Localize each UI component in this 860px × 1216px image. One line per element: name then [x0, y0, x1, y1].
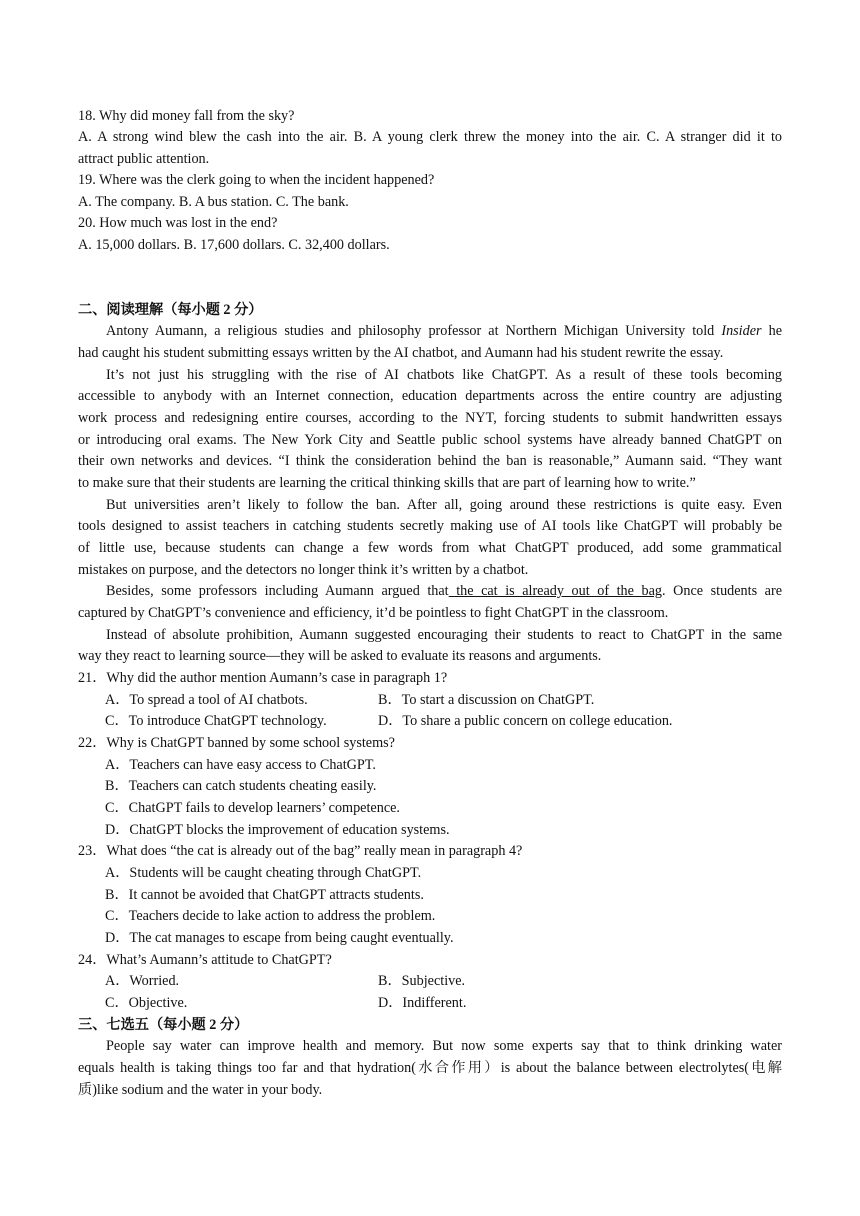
q22-question: 22．Why is ChatGPT banned by some school systems?	[78, 735, 395, 751]
q22-option-a: A．Teachers can have easy access to ChatGPT.	[105, 757, 376, 773]
q23-option-c: C．Teachers decide to lake action to address the problem.	[105, 908, 436, 924]
reading-p2-line: work process and redesigning entire courses, according to the NYT, forcing students to submit handwritten essays	[78, 410, 782, 426]
q21-question: 21．Why did the author mention Aumann’s case in paragraph 1?	[78, 670, 448, 686]
q20-options: A. 15,000 dollars. B. 17,600 dollars. C. 32,400 dollars.	[78, 237, 390, 253]
q24-option-c: C．Objective.	[105, 995, 188, 1011]
q19-question: 19. Where was the clerk going to when the incident happened?	[78, 172, 435, 188]
reading-p2-line: their own networks and devices. “I think the consideration behind the ban is reasonable,” Aumann said. “They want	[78, 453, 782, 469]
reading-p1-text-a: Antony Aumann, a religious studies and philosophy professor at Northern Michigan University told	[106, 323, 722, 339]
reading-p2-line: accessible to anybody with an Internet connection, education departments across the entire country are adjusting	[78, 388, 782, 404]
q20-question: 20. How much was lost in the end?	[78, 215, 278, 231]
reading-heading: 二、阅读理解（每小题 2 分）	[78, 302, 263, 318]
underlined-phrase: the cat is already out of the bag	[448, 583, 662, 599]
q18-question: 18. Why did money fall from the sky?	[78, 108, 295, 124]
q23-option-b: B．It cannot be avoided that ChatGPT attracts students.	[105, 887, 424, 903]
reading-p2-line: to make sure that their students are learning the critical thinking skills that are part of learning how to write.”	[78, 475, 696, 491]
q21-option-c: C．To introduce ChatGPT technology.	[105, 713, 327, 729]
q22-option-b: B．Teachers can catch students cheating easily.	[105, 778, 377, 794]
reading-p3-line: mistakes on purpose, and the detectors no longer think it’s written by a chatbot.	[78, 562, 529, 578]
q22-option-d: D．ChatGPT blocks the improvement of education systems.	[105, 822, 450, 838]
reading-p1-line1	[78, 321, 782, 341]
q23-option-d: D．The cat manages to escape from being caught eventually.	[105, 930, 454, 946]
reading-p3-line: But universities aren’t likely to follow the ban. After all, going around these restrictions is quite easy. Even	[106, 497, 782, 513]
reading-p4-line1	[78, 581, 782, 601]
reading-p3-line: of little use, because students can change a few words from what ChatGPT produced, add some grammatical	[78, 540, 782, 556]
q24-option-d: D．Indifferent.	[378, 995, 467, 1011]
q21-option-d: D．To share a public concern on college education.	[378, 713, 673, 729]
seven-five-line: People say water can improve health and memory. But now some experts say that to think drinking water	[106, 1038, 782, 1054]
reading-p1-text-b: he	[761, 323, 782, 339]
q24-question: 24．What’s Aumann’s attitude to ChatGPT?	[78, 952, 332, 968]
reading-p5-line: way they react to learning source—they will be asked to evaluate its reasons and arguments.	[78, 648, 602, 664]
reading-p1-line2: had caught his student submitting essays written by the AI chatbot, and Aumann had his student rewrite the essay.	[78, 345, 724, 361]
seven-five-line: equals health is taking things too far and that hydration(水合作用）is about the balance between electrolytes(电解	[78, 1060, 782, 1076]
q21-option-b: B．To start a discussion on ChatGPT.	[378, 692, 595, 708]
q18-options-line2: attract public attention.	[78, 151, 210, 167]
q24-option-b: B．Subjective.	[378, 973, 466, 989]
q23-option-a: A．Students will be caught cheating through ChatGPT.	[105, 865, 422, 881]
q21-option-a: A．To spread a tool of AI chatbots.	[105, 692, 308, 708]
q23-question: 23．What does “the cat is already out of the bag” really mean in paragraph 4?	[78, 843, 523, 859]
reading-p1-source: Insider	[721, 323, 762, 339]
reading-p4-text-a: Besides, some professors including Aumann argued that	[106, 583, 449, 599]
reading-p3-line: tools designed to assist teachers in catching students secretly making use of AI tools like ChatGPT will probably be	[78, 518, 782, 534]
q22-option-c: C．ChatGPT fails to develop learners’ competence.	[105, 800, 400, 816]
q24-option-a: A．Worried.	[105, 973, 180, 989]
reading-p5-line: Instead of absolute prohibition, Aumann suggested encouraging their students to react to ChatGPT in the same	[106, 627, 782, 643]
q18-options-line1: A. A strong wind blew the cash into the air. B. A young clerk threw the money into the air. C. A stranger did it to	[78, 129, 782, 145]
reading-p4-text-b: . Once students are	[662, 583, 782, 599]
reading-p2-line: or introducing oral exams. The New York City and Seattle public school systems have already banned ChatGPT on	[78, 432, 782, 448]
seven-five-heading: 三、七选五（每小题 2 分）	[78, 1017, 249, 1033]
reading-p4-line2: captured by ChatGPT’s convenience and efficiency, it’d be pointless to fight ChatGPT in the classroom.	[78, 605, 669, 621]
seven-five-line: 质)like sodium and the water in your body.	[78, 1082, 323, 1098]
q19-options: A. The company. B. A bus station. C. The bank.	[78, 194, 349, 210]
reading-p2-line: It’s not just his struggling with the rise of AI chatbots like ChatGPT. As a result of these tools becoming	[106, 367, 782, 383]
